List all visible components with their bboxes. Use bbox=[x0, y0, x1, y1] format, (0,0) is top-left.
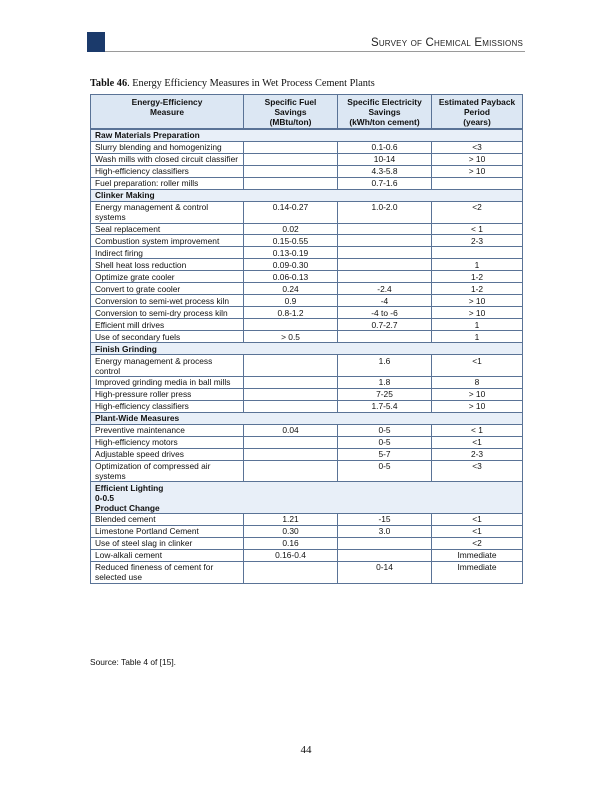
cell-electricity-savings: 1.8 bbox=[338, 376, 432, 388]
table-row bbox=[91, 376, 523, 388]
cell-payback: > 10 bbox=[432, 295, 523, 307]
cell-payback bbox=[432, 247, 523, 259]
cell-fuel-savings: 0.16-0.4 bbox=[244, 549, 338, 561]
cell-measure: Conversion to semi-wet process kiln bbox=[91, 295, 244, 307]
table-row bbox=[91, 271, 523, 283]
table-row bbox=[91, 388, 523, 400]
cell-electricity-savings: 0-14 bbox=[338, 561, 432, 583]
cell-fuel-savings bbox=[244, 448, 338, 460]
cell-electricity-savings bbox=[338, 259, 432, 271]
cell-electricity-savings bbox=[338, 549, 432, 561]
section-title: Raw Materials Preparation bbox=[91, 129, 523, 141]
cell-measure: Convert to grate cooler bbox=[91, 283, 244, 295]
column-header-fuel-savings: Specific Fuel Savings (MBtu/ton) bbox=[244, 95, 338, 130]
table-row bbox=[91, 295, 523, 307]
cell-fuel-savings bbox=[244, 153, 338, 165]
cell-measure: High-pressure roller press bbox=[91, 388, 244, 400]
cell-fuel-savings bbox=[244, 400, 338, 412]
cell-fuel-savings: 0.09-0.30 bbox=[244, 259, 338, 271]
source-note: Source: Table 4 of [15]. bbox=[90, 657, 176, 667]
cell-payback: < 1 bbox=[432, 424, 523, 436]
cell-measure: Adjustable speed drives bbox=[91, 448, 244, 460]
cell-measure: Energy management & control systems bbox=[91, 201, 244, 223]
cell-measure: High-efficiency classifiers bbox=[91, 400, 244, 412]
cell-measure: Improved grinding media in ball mills bbox=[91, 376, 244, 388]
cell-measure: Energy management & process control bbox=[91, 355, 244, 377]
cell-payback: 2-3 bbox=[432, 448, 523, 460]
cell-measure: Use of steel slag in clinker bbox=[91, 537, 244, 549]
cell-electricity-savings: 3.0 bbox=[338, 525, 432, 537]
cell-electricity-savings: 10-14 bbox=[338, 153, 432, 165]
cell-fuel-savings: 0.06-0.13 bbox=[244, 271, 338, 283]
table-row bbox=[91, 460, 523, 482]
cell-measure: Reduced fineness of cement for selected use bbox=[91, 561, 244, 583]
cell-measure: Wash mills with closed circuit classifier bbox=[91, 153, 244, 165]
cell-fuel-savings: 0.14-0.27 bbox=[244, 201, 338, 223]
cell-payback bbox=[432, 177, 523, 189]
cell-electricity-savings: 0.7-2.7 bbox=[338, 319, 432, 331]
cell-payback: Immediate bbox=[432, 549, 523, 561]
cell-electricity-savings: 0-5 bbox=[338, 424, 432, 436]
table-row bbox=[91, 549, 523, 561]
cell-fuel-savings: 0.04 bbox=[244, 424, 338, 436]
table-row bbox=[91, 436, 523, 448]
table-row bbox=[91, 177, 523, 189]
header-rule bbox=[105, 51, 525, 52]
section-title: Finish Grinding bbox=[91, 343, 523, 355]
energy-efficiency-table bbox=[90, 94, 523, 584]
cell-fuel-savings: > 0.5 bbox=[244, 331, 338, 343]
cell-fuel-savings bbox=[244, 388, 338, 400]
cell-electricity-savings: 4.3-5.8 bbox=[338, 165, 432, 177]
section-header-row bbox=[91, 129, 523, 141]
table-row bbox=[91, 514, 523, 526]
cell-electricity-savings: -15 bbox=[338, 514, 432, 526]
cell-fuel-savings bbox=[244, 165, 338, 177]
cell-electricity-savings: 1.0-2.0 bbox=[338, 201, 432, 223]
table-row bbox=[91, 259, 523, 271]
cell-measure: Use of secondary fuels bbox=[91, 331, 244, 343]
table-row bbox=[91, 153, 523, 165]
section-title: Plant-Wide Measures bbox=[91, 412, 523, 424]
section-header-row bbox=[91, 343, 523, 355]
table-row bbox=[91, 537, 523, 549]
cell-payback: > 10 bbox=[432, 153, 523, 165]
cell-electricity-savings: 0.7-1.6 bbox=[338, 177, 432, 189]
cell-electricity-savings: 0-5 bbox=[338, 436, 432, 448]
cell-measure: Blended cement bbox=[91, 514, 244, 526]
cell-measure: High-efficiency motors bbox=[91, 436, 244, 448]
cell-electricity-savings: -2.4 bbox=[338, 283, 432, 295]
cell-fuel-savings: 1.21 bbox=[244, 514, 338, 526]
cell-electricity-savings: 1.7-5.4 bbox=[338, 400, 432, 412]
cell-electricity-savings bbox=[338, 235, 432, 247]
table-header-row bbox=[91, 95, 523, 130]
table-row bbox=[91, 319, 523, 331]
column-header-measure: Energy-Efficiency Measure bbox=[91, 95, 244, 130]
table-row bbox=[91, 400, 523, 412]
cell-measure: Optimize grate cooler bbox=[91, 271, 244, 283]
cell-payback: > 10 bbox=[432, 307, 523, 319]
table-row bbox=[91, 448, 523, 460]
cell-payback: 1-2 bbox=[432, 271, 523, 283]
cell-measure: Conversion to semi-dry process kiln bbox=[91, 307, 244, 319]
cell-measure: Low-alkali cement bbox=[91, 549, 244, 561]
table-row bbox=[91, 247, 523, 259]
cell-fuel-savings: 0.02 bbox=[244, 223, 338, 235]
table-row bbox=[91, 424, 523, 436]
cell-payback: 1 bbox=[432, 319, 523, 331]
cell-fuel-savings: 0.30 bbox=[244, 525, 338, 537]
cell-fuel-savings: 0.16 bbox=[244, 537, 338, 549]
table-row bbox=[91, 141, 523, 153]
table-row bbox=[91, 165, 523, 177]
cell-electricity-savings bbox=[338, 537, 432, 549]
cell-payback: <1 bbox=[432, 514, 523, 526]
table-row bbox=[91, 201, 523, 223]
cell-payback: <2 bbox=[432, 537, 523, 549]
cell-payback: Immediate bbox=[432, 561, 523, 583]
cell-fuel-savings bbox=[244, 177, 338, 189]
table-row bbox=[91, 307, 523, 319]
cell-payback: 1 bbox=[432, 331, 523, 343]
cell-measure: Indirect firing bbox=[91, 247, 244, 259]
cell-measure: Combustion system improvement bbox=[91, 235, 244, 247]
cell-measure: Optimization of compressed air systems bbox=[91, 460, 244, 482]
cell-electricity-savings: 5-7 bbox=[338, 448, 432, 460]
section-header-row bbox=[91, 482, 523, 514]
cell-payback: 8 bbox=[432, 376, 523, 388]
cell-measure: Shell heat loss reduction bbox=[91, 259, 244, 271]
table-row bbox=[91, 283, 523, 295]
cell-fuel-savings bbox=[244, 355, 338, 377]
cell-payback: <3 bbox=[432, 460, 523, 482]
cell-fuel-savings: 0.8-1.2 bbox=[244, 307, 338, 319]
table-body bbox=[91, 129, 523, 583]
cell-fuel-savings bbox=[244, 561, 338, 583]
cell-measure: Efficient mill drives bbox=[91, 319, 244, 331]
cell-measure: Slurry blending and homogenizing bbox=[91, 141, 244, 153]
cell-fuel-savings bbox=[244, 460, 338, 482]
page-number: 44 bbox=[300, 744, 312, 756]
table-label: Table 46 bbox=[90, 78, 128, 89]
cell-fuel-savings: 0.13-0.19 bbox=[244, 247, 338, 259]
table-row bbox=[91, 331, 523, 343]
cell-electricity-savings bbox=[338, 223, 432, 235]
table-row bbox=[91, 561, 523, 583]
cell-payback: < 1 bbox=[432, 223, 523, 235]
cell-electricity-savings bbox=[338, 331, 432, 343]
cell-payback: <2 bbox=[432, 201, 523, 223]
table-caption bbox=[90, 78, 375, 89]
cell-payback: > 10 bbox=[432, 400, 523, 412]
cell-measure: Seal replacement bbox=[91, 223, 244, 235]
cell-payback: <1 bbox=[432, 436, 523, 448]
table-row bbox=[91, 223, 523, 235]
cell-fuel-savings: 0.24 bbox=[244, 283, 338, 295]
cell-electricity-savings: -4 to -6 bbox=[338, 307, 432, 319]
table-row bbox=[91, 355, 523, 377]
column-header-payback: Estimated Payback Period (years) bbox=[432, 95, 523, 130]
cell-payback: 1 bbox=[432, 259, 523, 271]
cell-payback: 1-2 bbox=[432, 283, 523, 295]
cell-measure: Fuel preparation: roller mills bbox=[91, 177, 244, 189]
cell-measure: High-efficiency classifiers bbox=[91, 165, 244, 177]
cell-fuel-savings bbox=[244, 436, 338, 448]
cell-payback: <1 bbox=[432, 525, 523, 537]
section-header-row bbox=[91, 189, 523, 201]
cell-payback: <3 bbox=[432, 141, 523, 153]
cell-fuel-savings bbox=[244, 376, 338, 388]
cell-electricity-savings bbox=[338, 271, 432, 283]
table-row bbox=[91, 235, 523, 247]
column-header-electricity-savings: Specific Electricity Savings (kWh/ton cement) bbox=[338, 95, 432, 130]
section-header-row bbox=[91, 412, 523, 424]
cell-payback: > 10 bbox=[432, 388, 523, 400]
cell-electricity-savings: 7-25 bbox=[338, 388, 432, 400]
cell-electricity-savings bbox=[338, 247, 432, 259]
cell-fuel-savings: 0.15-0.55 bbox=[244, 235, 338, 247]
cell-fuel-savings bbox=[244, 141, 338, 153]
cell-fuel-savings bbox=[244, 319, 338, 331]
cell-measure: Limestone Portland Cement bbox=[91, 525, 244, 537]
cell-electricity-savings: 0.1-0.6 bbox=[338, 141, 432, 153]
cell-fuel-savings: 0.9 bbox=[244, 295, 338, 307]
cell-payback: 2-3 bbox=[432, 235, 523, 247]
section-title: Efficient Lighting 0-0.5 Product Change bbox=[91, 482, 523, 514]
table-row bbox=[91, 525, 523, 537]
running-header: Survey of Chemical Emissions bbox=[370, 37, 523, 49]
cell-electricity-savings: 1.6 bbox=[338, 355, 432, 377]
table-caption-text: . Energy Efficiency Measures in Wet Process Cement Plants bbox=[127, 78, 375, 89]
cell-payback: > 10 bbox=[432, 165, 523, 177]
cell-measure: Preventive maintenance bbox=[91, 424, 244, 436]
cell-electricity-savings: 0-5 bbox=[338, 460, 432, 482]
cell-electricity-savings: -4 bbox=[338, 295, 432, 307]
section-title: Clinker Making bbox=[91, 189, 523, 201]
cell-payback: <1 bbox=[432, 355, 523, 377]
header-color-block bbox=[87, 32, 105, 52]
